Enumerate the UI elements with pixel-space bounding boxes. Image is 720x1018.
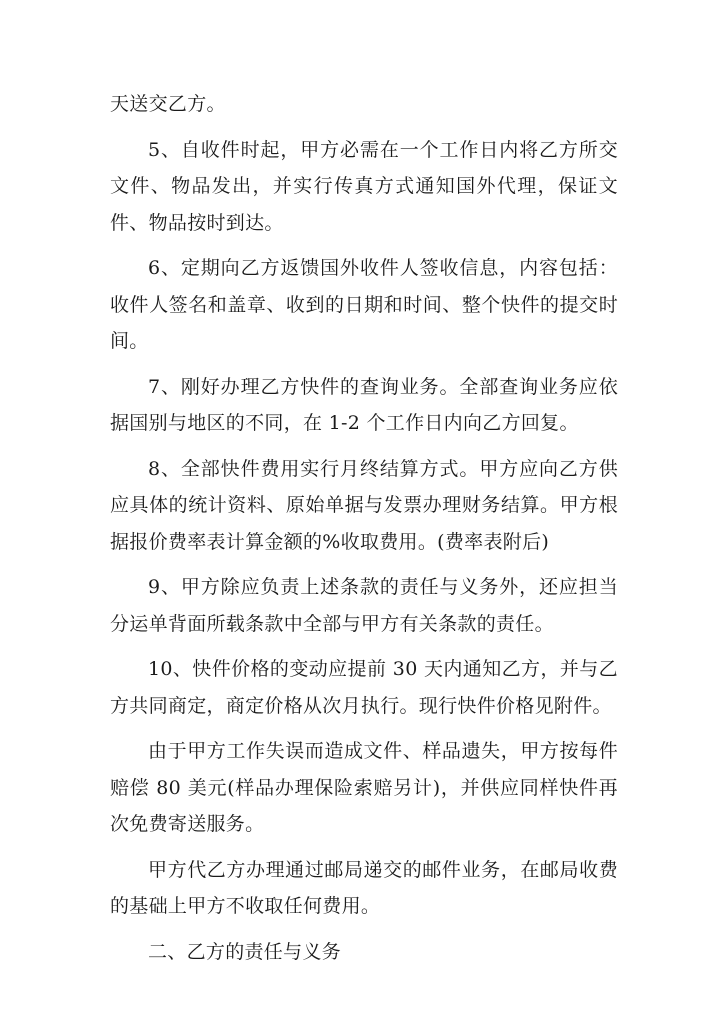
paragraph-postal-service: 甲方代乙方办理通过邮局递交的邮件业务，在邮局收费的基础上甲方不收取任何费用。: [110, 858, 618, 917]
document-body: [110, 86, 618, 979]
paragraph-clause-5: 5、自收件时起，甲方必需在一个工作日内将乙方所交文件、物品发出，并实行传真方式通知国外代理，保证文件、物品按时到达。: [110, 138, 618, 234]
paragraph-clause-10: 10、快件价格的变动应提前 30 天内通知乙方，并与乙方共同商定，商定价格从次月执行。现行快件价格见附件。: [110, 658, 618, 717]
paragraph-clause-7: 7、刚好办理乙方快件的查询业务。全部查询业务应依据国别与地区的不同，在 1-2 个工作日内向乙方回复。: [110, 375, 618, 434]
paragraph-clause-6: 6、定期向乙方返馈国外收件人签收信息，内容包括：收件人签名和盖章、收到的日期和时间、整个快件的提交时间。: [110, 257, 618, 352]
paragraph-clause-9: 9、甲方除应负责上述条款的责任与义务外，还应担当分运单背面所载条款中全部与甲方有关条款的责任。: [110, 576, 618, 635]
paragraph-continuation: 天送交乙方。: [110, 93, 226, 115]
paragraph-clause-8: 8、全部快件费用实行月终结算方式。甲方应向乙方供应具体的统计资料、原始单据与发票办理财务结算。甲方根据报价费率表计算金额的%收取费用。(费率表附后): [110, 457, 618, 553]
paragraph-loss-compensation: 由于甲方工作失误而造成文件、样品遗失，甲方按每件赔偿 80 美元(样品办理保险索赔另计)，并供应同样快件再次免费寄送服务。: [110, 740, 618, 835]
section-heading-party-b: 二、乙方的责任与义务: [148, 940, 342, 963]
